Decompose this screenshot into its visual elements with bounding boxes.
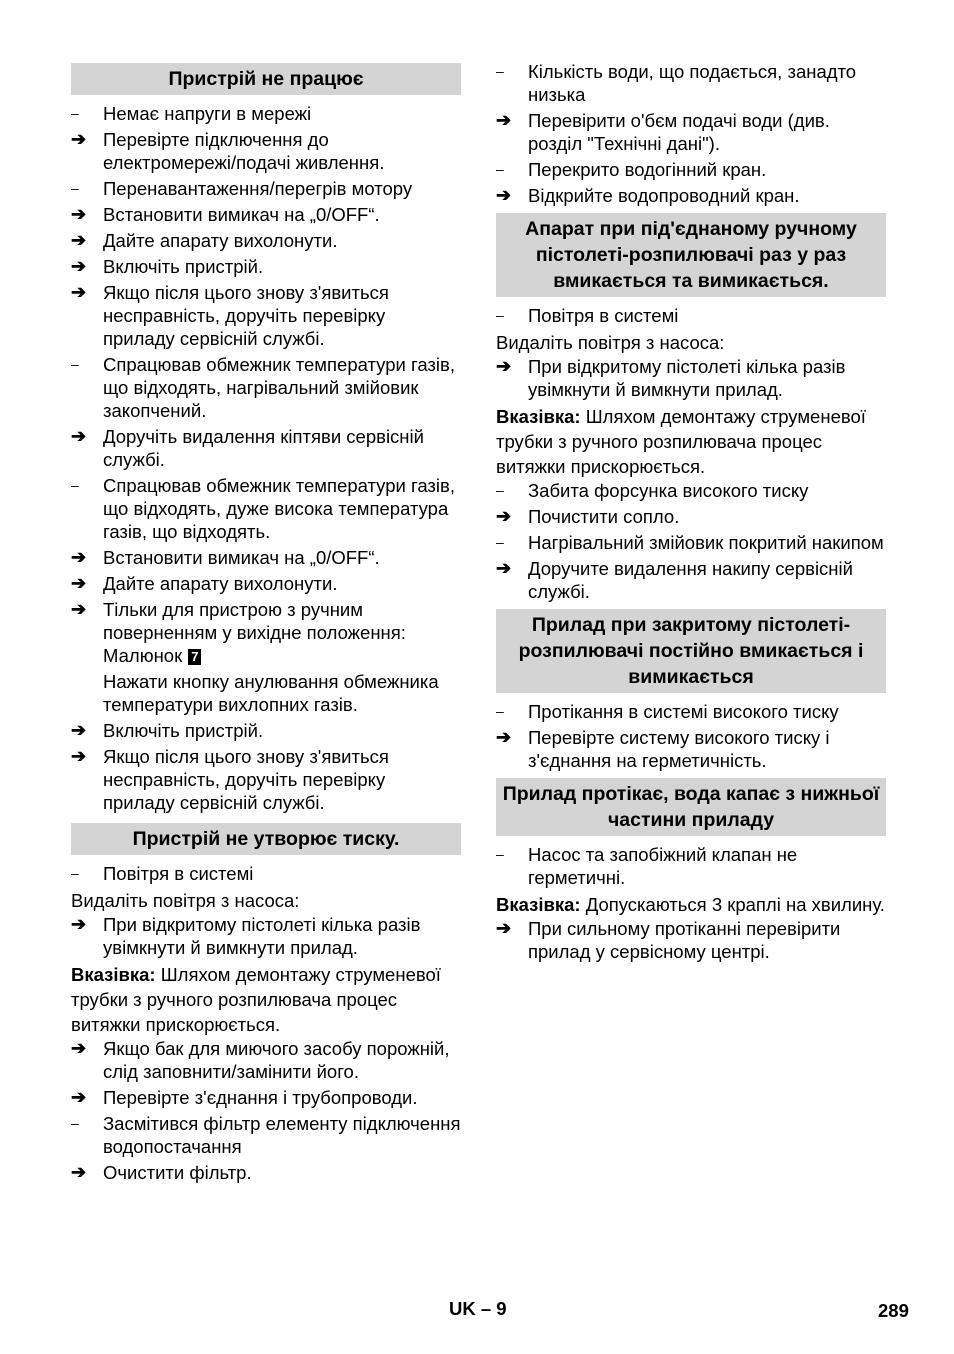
- list-item: ➔ При відкритому пістолеті кілька разів увімкнути й вимкнути прилад.: [496, 356, 846, 400]
- dash-marker: –: [71, 865, 79, 881]
- list-item: ➔ Перевірити о'бєм подачі води (див. розділ "Технічні дані").: [496, 110, 830, 154]
- list-item: – Забита форсунка високого тиску: [496, 480, 809, 501]
- list-item: ➔ Якщо бак для миючого засобу порожній, слід заповнити/замінити його.: [71, 1038, 450, 1082]
- figure-reference: Малюнок 7: [71, 644, 461, 667]
- list-item: ➔ Встановити вимикач на „0/OFF“.: [71, 547, 380, 568]
- list-item: ➔ Включіть пристрій.: [71, 720, 264, 741]
- section-heading-no-operation: Пристрій не працює: [71, 63, 461, 95]
- footer-language-code: UK – 9: [449, 1298, 507, 1319]
- arrow-right-icon: ➔: [71, 547, 87, 567]
- arrow-right-icon: ➔: [496, 110, 512, 130]
- list-item: ➔ Перевірте з'єднання і трубопроводи.: [71, 1087, 418, 1108]
- note-paragraph: Вказівка: Допускаються 3 краплі на хвилину.: [496, 894, 885, 915]
- note-label: Вказівка:: [71, 964, 156, 985]
- arrow-right-icon: ➔: [71, 914, 87, 934]
- arrow-right-icon: ➔: [496, 558, 512, 578]
- dash-marker: –: [71, 180, 79, 196]
- list-item: – Перенавантаження/перегрів мотору: [71, 178, 413, 199]
- list-item: ➔ Включіть пристрій.: [71, 256, 264, 277]
- dash-marker: –: [496, 534, 504, 550]
- list-item: – Перекрито водогінний кран.: [496, 159, 767, 180]
- arrow-right-icon: ➔: [71, 720, 87, 740]
- list-item: – Немає напруги в мережі: [71, 103, 312, 124]
- list-item: – Кількість води, що подається, занадто низька: [496, 61, 857, 105]
- arrow-right-icon: ➔: [71, 256, 87, 276]
- list-item: – Повітря в системі: [71, 863, 254, 884]
- list-item: ➔ Встановити вимикач на „0/OFF“.: [71, 204, 380, 225]
- note-label: Вказівка:: [496, 894, 581, 915]
- note-paragraph: Вказівка: Шляхом демонтажу струменевої трубки з ручного розпилювача процес витяжки прискорюється.: [71, 964, 441, 1035]
- figure-number-badge: 7: [188, 649, 201, 665]
- dash-marker: –: [496, 307, 504, 323]
- list-item-continuation: Нажати кнопку анулювання обмежника температури вихлопних газів.: [103, 671, 439, 715]
- dash-marker: –: [496, 846, 504, 862]
- list-item: ➔ Якщо після цього знову з'явиться несправність, доручіть перевірку приладу сервісній службі.: [71, 282, 389, 349]
- note-paragraph: Вказівка: Шляхом демонтажу струменевої трубки з ручного розпилювача процес витяжки прискорюється.: [496, 406, 866, 477]
- dash-marker: –: [496, 703, 504, 719]
- list-item: ➔ Очистити фільтр.: [71, 1162, 252, 1183]
- list-item: – Спрацював обмежник температури газів, що відходять, нагрівальний змійовик закопчений.: [71, 354, 455, 421]
- list-item: ➔ При відкритому пістолеті кілька разів увімкнути й вимкнути прилад.: [71, 914, 421, 958]
- list-item: ➔ Доручіть видалення кіптяви сервісній службі.: [71, 426, 424, 470]
- section-heading-no-pressure: Пристрій не утворює тиску.: [71, 823, 461, 855]
- list-item: ➔ Тільки для пристрою з ручним поверненням у вихідне положення:: [71, 599, 406, 643]
- note-label: Вказівка:: [496, 406, 581, 427]
- arrow-right-icon: ➔: [71, 1087, 87, 1107]
- list-item: ➔ Якщо після цього знову з'явиться несправність, доручіть перевірку приладу сервісній службі.: [71, 746, 389, 813]
- list-item: – Нагрівальний змійовик покритий накипом: [496, 532, 884, 553]
- section-heading-leaking: Прилад протікає, вода капає з нижньої частини приладу: [496, 778, 886, 836]
- dash-marker: –: [71, 105, 79, 121]
- arrow-right-icon: ➔: [71, 426, 87, 446]
- arrow-right-icon: ➔: [496, 727, 512, 747]
- list-item: ➔ Перевірте підключення до електромережі/подачі живлення.: [71, 129, 385, 173]
- dash-marker: –: [71, 1115, 79, 1131]
- paragraph: Видаліть повітря з насоса:: [496, 332, 725, 353]
- dash-marker: –: [496, 161, 504, 177]
- section-heading-cycling-open-gun: Апарат при під'єднаному ручному пістолеті-розпилювачі раз у раз вмикається та вимикається.: [496, 213, 886, 297]
- list-item: ➔ Почистити сопло.: [496, 506, 680, 527]
- list-item: – Засмітився фільтр елементу підключення водопостачання: [71, 1113, 461, 1157]
- arrow-right-icon: ➔: [496, 356, 512, 376]
- left-column: [71, 63, 461, 1187]
- list-item: ➔ Перевірте систему високого тиску і з'єднання на герметичність.: [496, 727, 830, 771]
- list-item: ➔ Дайте апарату вихолонути.: [71, 230, 338, 251]
- arrow-right-icon: ➔: [496, 918, 512, 938]
- arrow-right-icon: ➔: [71, 230, 87, 250]
- list-item: ➔ Дайте апарату вихолонути.: [71, 573, 338, 594]
- list-item: ➔ Доручите видалення накипу сервісній службі.: [496, 558, 853, 602]
- dash-marker: –: [71, 477, 79, 493]
- list-item: ➔ Відкрийте водопроводний кран.: [496, 185, 800, 206]
- arrow-right-icon: ➔: [71, 1038, 87, 1058]
- arrow-right-icon: ➔: [71, 204, 87, 224]
- dash-marker: –: [71, 356, 79, 372]
- page-number: 289: [878, 1300, 909, 1321]
- paragraph: Видаліть повітря з насоса:: [71, 890, 300, 911]
- arrow-right-icon: ➔: [71, 129, 87, 149]
- list-item: – Протікання в системі високого тиску: [496, 701, 839, 722]
- arrow-right-icon: ➔: [71, 746, 87, 766]
- dash-marker: –: [496, 482, 504, 498]
- section-heading-cycling-closed-gun: Прилад при закритому пістолеті-розпилювачі постійно вмикається і вимикається: [496, 609, 886, 693]
- arrow-right-icon: ➔: [71, 599, 87, 619]
- right-column: [496, 60, 886, 966]
- arrow-right-icon: ➔: [71, 573, 87, 593]
- arrow-right-icon: ➔: [71, 1162, 87, 1182]
- arrow-right-icon: ➔: [496, 185, 512, 205]
- list-item: – Спрацював обмежник температури газів, що відходять, дуже висока температура газів, що відходять.: [71, 475, 455, 542]
- list-item: – Повітря в системі: [496, 305, 679, 326]
- dash-marker: –: [496, 63, 504, 79]
- arrow-right-icon: ➔: [71, 282, 87, 302]
- list-item: – Насос та запобіжний клапан не герметичні.: [496, 844, 798, 888]
- arrow-right-icon: ➔: [496, 506, 512, 526]
- list-item: ➔ При сильному протіканні перевірити прилад у сервісному центрі.: [496, 918, 841, 962]
